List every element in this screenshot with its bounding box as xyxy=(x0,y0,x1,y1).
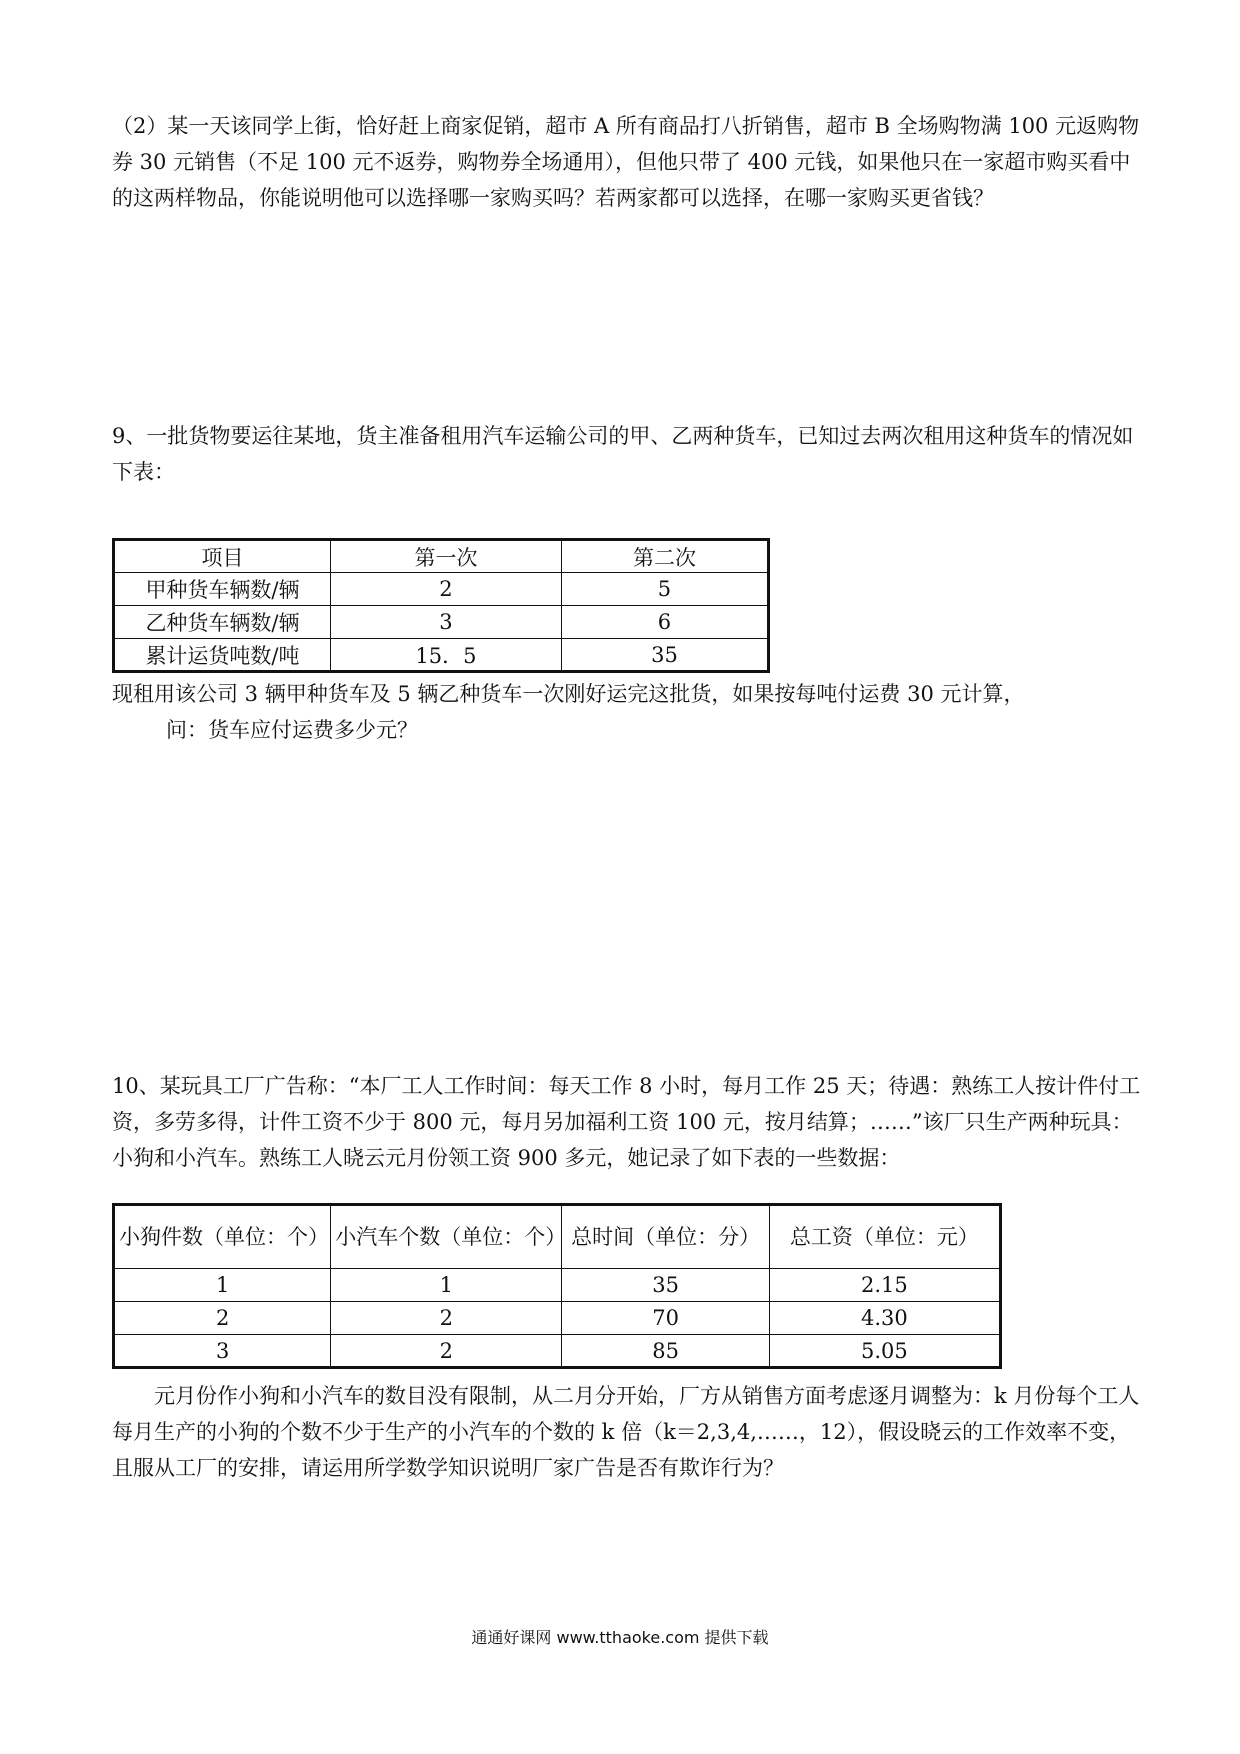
table-cell: 乙种货车辆数/辆 xyxy=(114,606,331,639)
table-cell: 3 xyxy=(114,1335,331,1368)
table-header-row xyxy=(114,1205,1001,1269)
question-9-question: 问：货车应付运费多少元？ xyxy=(166,718,418,742)
table-cell: 1 xyxy=(114,1269,331,1302)
question-10-table xyxy=(112,1203,1002,1369)
table-cell: 2.15 xyxy=(769,1269,1000,1302)
table-header-cell: 项目 xyxy=(114,540,331,573)
table-cell: 2 xyxy=(331,1335,562,1368)
table-cell: 35 xyxy=(561,639,768,672)
question-10-text: 元月份作小狗和小汽车的数目没有限制，从二月分开始，厂方从销售方面考虑逐月调整为：k 月份每个工人每月生产的小狗的个数不少于生产的小汽车的个数的 k 倍（k＝2,3,4,……，12），假设晓云的工作效率不变，且服从工厂的安排，请运用所学数学知识说明厂家广告是否有欺诈行为？ xyxy=(112,1384,1140,1480)
table-header-cell: 第二次 xyxy=(561,540,768,573)
page-footer: 通通好课网 www.tthaoke.com 提供下载 xyxy=(471,1628,769,1647)
question-9-text: 现租用该公司 3 辆甲种货车及 5 辆乙种货车一次刚好运完这批货，如果按每吨付运费 30 元计算， xyxy=(112,682,1025,706)
question-10-intro: 10、某玩具工厂广告称：“本厂工人工作时间：每天工作 8 小时，每月工作 25 天；待遇：熟练工人按计件付工资，多劳多得，计件工资不少于 800 元，每月另加福利工资 100 元，按月结算；……”该厂只生产两种玩具：小狗和小汽车。熟练工人晓云元月份领工资 900 多元，她记录了如下表的一些数据： xyxy=(112,1074,1141,1170)
table-cell: 2 xyxy=(331,1302,562,1335)
table-cell: 15．5 xyxy=(330,639,561,672)
table-row xyxy=(114,573,769,606)
table-cell: 累计运货吨数/吨 xyxy=(114,639,331,672)
table-row xyxy=(114,1302,1001,1335)
table-cell: 85 xyxy=(562,1335,769,1368)
table-cell: 3 xyxy=(330,606,561,639)
table-row xyxy=(114,606,769,639)
question-9-intro: 9、一批货物要运往某地，货主准备租用汽车运输公司的甲、乙两种货车，已知过去两次租用这种货车的情况如下表： xyxy=(112,424,1134,484)
table-cell: 35 xyxy=(562,1269,769,1302)
table-cell: 甲种货车辆数/辆 xyxy=(114,573,331,606)
table-cell: 2 xyxy=(114,1302,331,1335)
table-cell: 70 xyxy=(562,1302,769,1335)
table-header-row xyxy=(114,540,769,573)
table-row xyxy=(114,639,769,672)
table-header-cell: 小汽车个数（单位：个） xyxy=(331,1205,562,1269)
table-row xyxy=(114,1269,1001,1302)
table-cell: 4.30 xyxy=(769,1302,1000,1335)
table-cell: 2 xyxy=(330,573,561,606)
question-8-part-2: （2）某一天该同学上街，恰好赶上商家促销，超市 A 所有商品打八折销售，超市 B 全场购物满 100 元返购物券 30 元销售（不足 100 元不返券，购物券全场通用），但他只带了 400 元钱，如果他只在一家超市购买看中的这两样物品，你能说明他可以选择哪一家购买吗？若两家都可以选择，在哪一家购买更省钱？ xyxy=(112,114,1140,210)
table-row xyxy=(114,1335,1001,1368)
table-header-cell: 第一次 xyxy=(330,540,561,573)
table-cell: 6 xyxy=(561,606,768,639)
table-cell: 5.05 xyxy=(769,1335,1000,1368)
table-header-cell: 总工资（单位：元） xyxy=(769,1205,1000,1269)
table-header-cell: 小狗件数（单位：个） xyxy=(114,1205,331,1269)
table-header-cell: 总时间（单位：分） xyxy=(562,1205,769,1269)
table-cell: 1 xyxy=(331,1269,562,1302)
table-cell: 5 xyxy=(561,573,768,606)
question-9-table xyxy=(112,538,770,673)
